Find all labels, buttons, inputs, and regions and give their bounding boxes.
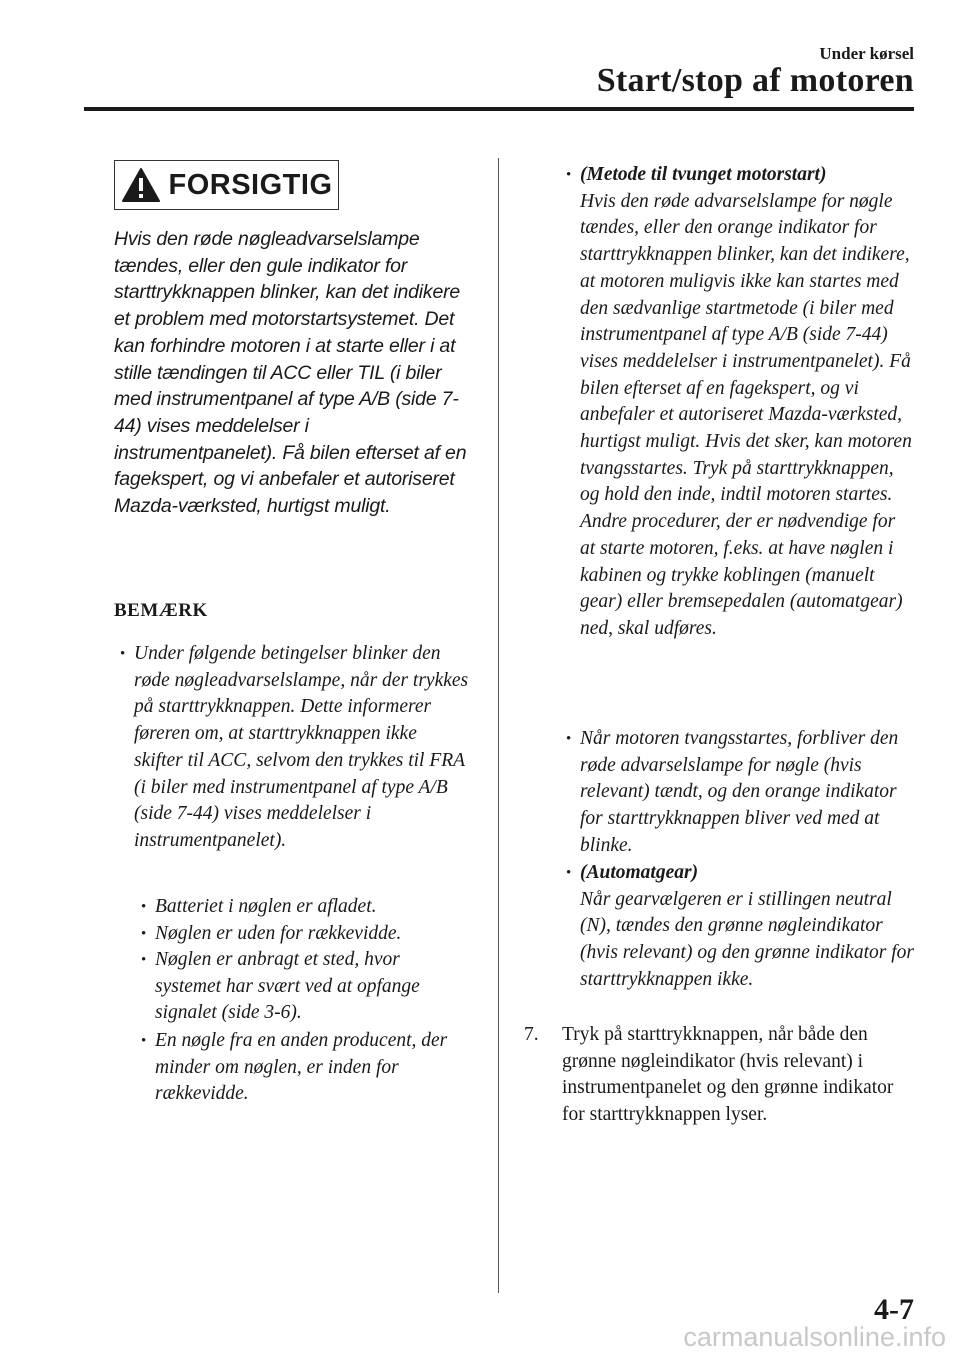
page-title: Start/stop af motoren <box>596 62 914 99</box>
warning-triangle-icon <box>121 167 161 203</box>
note-sub-item-text: En nøgle fra en anden producent, der minder om nøglen, er inden for rækkevidde. <box>155 1030 448 1105</box>
step-number: 7. <box>524 1024 539 1045</box>
automatic-text: Når gearvælgeren er i stillingen neutral (N), tændes den grønne nøgleindikator (hvis relevant) og den grønne indikator for starttrykknappen ikke. <box>580 888 914 990</box>
bullet-dot: • <box>120 646 126 662</box>
step-text: Tryk på starttrykknappen, når både den grønne nøgleindikator (hvis relevant) i instrumentpanelet og den grønne indikator for starttrykknappen lyser. <box>562 1024 894 1126</box>
bullet-dot: • <box>566 167 572 183</box>
note-heading: BEMÆRK <box>114 600 208 621</box>
note-sub-item-text: Nøglen er uden for rækkevidde. <box>155 923 402 944</box>
forced-start-bullet <box>566 162 914 643</box>
column-divider <box>498 158 499 1293</box>
section-label: Under kørsel <box>819 44 914 63</box>
bullet-dot: • <box>141 1033 147 1049</box>
forced-start-note-bullet <box>566 726 914 860</box>
note-intro-text: Under følgende betingelser blinker den røde nøgleadvarselslampe, når der trykkes på starttrykknappen. Dette informerer føreren om, at starttrykknappen ikke skifter til ACC, selvom den trykkes til FRA (i biler med instrumentpanel af type A/B (side 7-44) vises meddelelser i instrumentpanelet). <box>134 643 469 851</box>
note-sub-item-text: Nøglen er anbragt et sted, hvor systemet har svært ved at opfange signalet (side 3-6). <box>155 949 420 1024</box>
caution-label: FORSIGTIG <box>168 168 333 201</box>
page-number: 4-7 <box>874 1293 914 1326</box>
caution-text: Hvis den røde nøgleadvarselslampe tændes, eller den gule indikator for starttrykknappen blinker, kan det indikere et problem med motorstartsystemet. Det kan forhindre motoren i at starte eller i at stille tændingen til ACC eller TIL (i biler med instrumentpanel af type A/B (side 7-44) vises meddelelser i instrumentpanelet). Få bilen efterset af en fagekspert, og vi anbefaler et autoriseret Mazda-værksted, hurtigst muligt. <box>114 228 467 518</box>
bullet-dot: • <box>141 899 147 915</box>
automatic-bullet <box>566 860 914 994</box>
note-sub-item <box>141 1028 470 1108</box>
note-sub-item <box>141 947 470 1027</box>
step-7 <box>524 1022 918 1129</box>
forced-start-heading: (Metode til tvunget motorstart) <box>580 164 827 185</box>
note-sub-item <box>141 921 470 948</box>
bullet-dot: • <box>566 731 572 747</box>
watermark: carmanualsonline.info <box>683 1322 946 1352</box>
note-sub-item-text: Batteriet i nøglen er afladet. <box>155 896 377 917</box>
forced-start-text: Hvis den røde advarselslampe for nøgle tændes, eller den orange indikator for starttrykknappen blinker, kan det indikere, at motoren muligvis ikke kan startes med den sædvanlige startmetode (i biler med instrumentpanel af type A/B (side 7-44) vises meddelelser i instrumentpanelet). Få bilen efterset af en fagekspert, og vi anbefaler et autoriseret Mazda-værksted, hurtigst muligt. Hvis det sker, kan motoren tvangsstartes. Tryk på starttrykknappen, og hold den inde, indtil motoren startes. Andre procedurer, der er nødvendige for at starte motoren, f.eks. at have nøglen i kabinen og trykke koblingen (manuelt gear) eller bremsepedalen (automatgear) ned, skal udføres. <box>580 190 912 639</box>
bullet-dot: • <box>566 865 572 881</box>
automatic-heading: (Automatgear) <box>580 862 699 883</box>
forced-start-note-text: Når motoren tvangsstartes, forbliver den røde advarselslampe for nøgle (hvis relevant) tændt, og den orange indikator for starttrykknappen bliver ved med at blinke. <box>580 728 899 856</box>
note-intro-bullet <box>120 641 470 855</box>
note-sub-item <box>141 894 470 921</box>
bullet-dot: • <box>141 926 147 942</box>
bullet-dot: • <box>141 952 147 968</box>
caution-box <box>114 160 339 210</box>
header-rule <box>84 107 914 111</box>
